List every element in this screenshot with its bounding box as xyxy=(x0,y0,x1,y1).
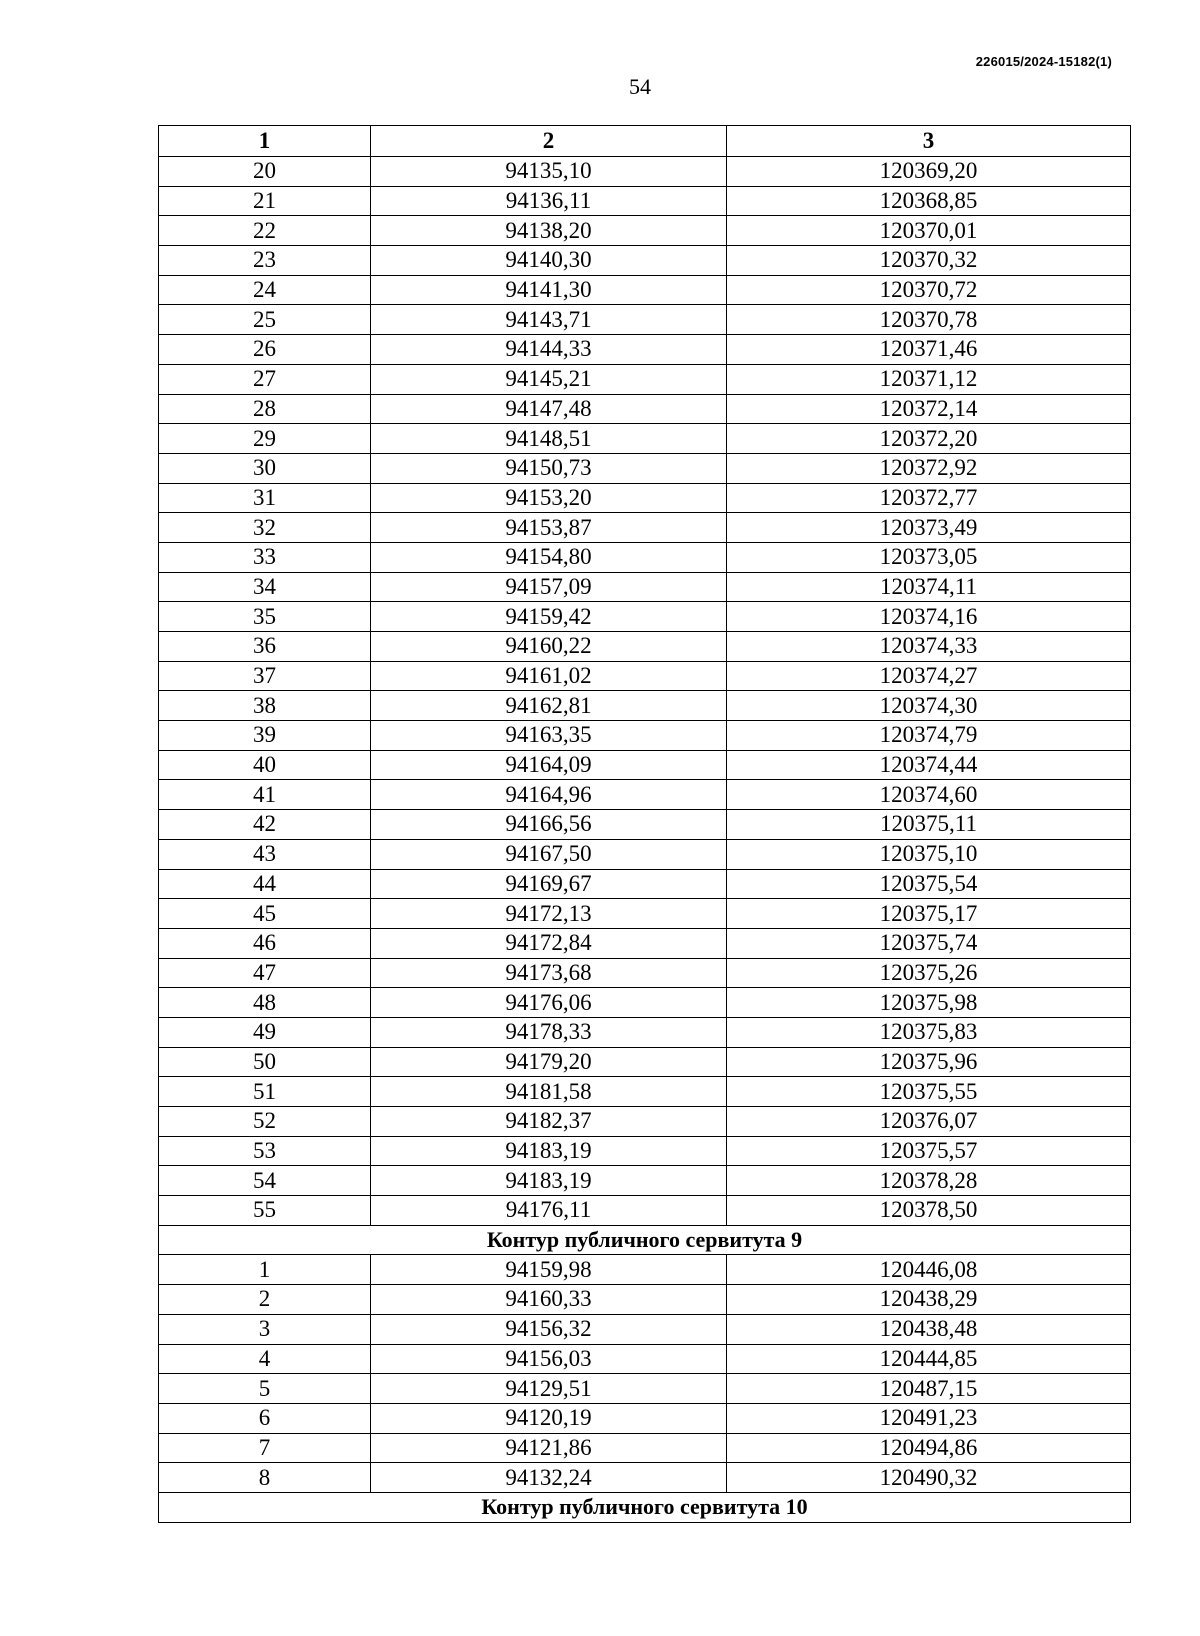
x-coordinate-cell: 94169,67 xyxy=(371,869,727,899)
y-coordinate-cell: 120372,77 xyxy=(727,483,1131,513)
point-number-cell: 55 xyxy=(159,1196,371,1226)
x-coordinate-cell: 94150,73 xyxy=(371,453,727,483)
point-number-cell: 47 xyxy=(159,958,371,988)
x-coordinate-cell: 94166,56 xyxy=(371,810,727,840)
y-coordinate-cell: 120370,72 xyxy=(727,275,1131,305)
x-coordinate-cell: 94182,37 xyxy=(371,1107,727,1137)
x-coordinate-cell: 94141,30 xyxy=(371,275,727,305)
point-number-cell: 41 xyxy=(159,780,371,810)
x-coordinate-cell: 94173,68 xyxy=(371,958,727,988)
y-coordinate-cell: 120374,27 xyxy=(727,661,1131,691)
point-number-cell: 1 xyxy=(159,1255,371,1285)
point-number-cell: 5 xyxy=(159,1374,371,1404)
y-coordinate-cell: 120494,86 xyxy=(727,1433,1131,1463)
x-coordinate-cell: 94159,42 xyxy=(371,602,727,632)
point-number-cell: 37 xyxy=(159,661,371,691)
y-coordinate-cell: 120371,46 xyxy=(727,335,1131,365)
table-row xyxy=(159,661,1131,691)
y-coordinate-cell: 120375,17 xyxy=(727,899,1131,929)
point-number-cell: 24 xyxy=(159,275,371,305)
point-number-cell: 21 xyxy=(159,186,371,216)
y-coordinate-cell: 120375,96 xyxy=(727,1047,1131,1077)
y-coordinate-cell: 120487,15 xyxy=(727,1374,1131,1404)
y-coordinate-cell: 120375,98 xyxy=(727,988,1131,1018)
x-coordinate-cell: 94136,11 xyxy=(371,186,727,216)
table-row xyxy=(159,513,1131,543)
x-coordinate-cell: 94178,33 xyxy=(371,1017,727,1047)
x-coordinate-cell: 94181,58 xyxy=(371,1077,727,1107)
x-coordinate-cell: 94164,96 xyxy=(371,780,727,810)
point-number-cell: 29 xyxy=(159,424,371,454)
point-number-cell: 54 xyxy=(159,1166,371,1196)
table-row xyxy=(159,899,1131,929)
x-coordinate-cell: 94145,21 xyxy=(371,364,727,394)
x-coordinate-cell: 94176,06 xyxy=(371,988,727,1018)
point-number-cell: 20 xyxy=(159,157,371,187)
section-title: Контур публичного сервитута 9 xyxy=(159,1225,1131,1255)
point-number-cell: 35 xyxy=(159,602,371,632)
x-coordinate-cell: 94183,19 xyxy=(371,1166,727,1196)
x-coordinate-cell: 94167,50 xyxy=(371,839,727,869)
point-number-cell: 40 xyxy=(159,750,371,780)
y-coordinate-cell: 120374,60 xyxy=(727,780,1131,810)
table-row xyxy=(159,602,1131,632)
table-row xyxy=(159,780,1131,810)
section-title-row xyxy=(159,1225,1131,1255)
y-coordinate-cell: 120438,29 xyxy=(727,1285,1131,1315)
point-number-cell: 7 xyxy=(159,1433,371,1463)
x-coordinate-cell: 94159,98 xyxy=(371,1255,727,1285)
table-row xyxy=(159,305,1131,335)
x-coordinate-cell: 94183,19 xyxy=(371,1136,727,1166)
y-coordinate-cell: 120375,83 xyxy=(727,1017,1131,1047)
y-coordinate-cell: 120375,26 xyxy=(727,958,1131,988)
x-coordinate-cell: 94153,87 xyxy=(371,513,727,543)
x-coordinate-cell: 94162,81 xyxy=(371,691,727,721)
x-coordinate-cell: 94172,84 xyxy=(371,928,727,958)
y-coordinate-cell: 120446,08 xyxy=(727,1255,1131,1285)
table-row xyxy=(159,1344,1131,1374)
y-coordinate-cell: 120375,10 xyxy=(727,839,1131,869)
y-coordinate-cell: 120376,07 xyxy=(727,1107,1131,1137)
y-coordinate-cell: 120373,49 xyxy=(727,513,1131,543)
y-coordinate-cell: 120374,16 xyxy=(727,602,1131,632)
point-number-cell: 46 xyxy=(159,928,371,958)
header-col-2: 2 xyxy=(371,126,727,157)
y-coordinate-cell: 120371,12 xyxy=(727,364,1131,394)
y-coordinate-cell: 120372,14 xyxy=(727,394,1131,424)
y-coordinate-cell: 120370,01 xyxy=(727,216,1131,246)
table-row xyxy=(159,721,1131,751)
point-number-cell: 8 xyxy=(159,1463,371,1493)
point-number-cell: 44 xyxy=(159,869,371,899)
y-coordinate-cell: 120491,23 xyxy=(727,1403,1131,1433)
point-number-cell: 26 xyxy=(159,335,371,365)
x-coordinate-cell: 94156,03 xyxy=(371,1344,727,1374)
y-coordinate-cell: 120438,48 xyxy=(727,1314,1131,1344)
y-coordinate-cell: 120370,32 xyxy=(727,246,1131,276)
y-coordinate-cell: 120378,50 xyxy=(727,1196,1131,1226)
x-coordinate-cell: 94140,30 xyxy=(371,246,727,276)
point-number-cell: 51 xyxy=(159,1077,371,1107)
table-row xyxy=(159,1047,1131,1077)
table-row xyxy=(159,958,1131,988)
table-row xyxy=(159,483,1131,513)
x-coordinate-cell: 94157,09 xyxy=(371,572,727,602)
y-coordinate-cell: 120374,11 xyxy=(727,572,1131,602)
table-row xyxy=(159,1136,1131,1166)
point-number-cell: 4 xyxy=(159,1344,371,1374)
point-number-cell: 45 xyxy=(159,899,371,929)
table-row xyxy=(159,1107,1131,1137)
table-row xyxy=(159,632,1131,662)
point-number-cell: 48 xyxy=(159,988,371,1018)
point-number-cell: 34 xyxy=(159,572,371,602)
x-coordinate-cell: 94153,20 xyxy=(371,483,727,513)
y-coordinate-cell: 120374,30 xyxy=(727,691,1131,721)
x-coordinate-cell: 94160,22 xyxy=(371,632,727,662)
table-row xyxy=(159,424,1131,454)
y-coordinate-cell: 120444,85 xyxy=(727,1344,1131,1374)
point-number-cell: 42 xyxy=(159,810,371,840)
table-row xyxy=(159,1017,1131,1047)
x-coordinate-cell: 94176,11 xyxy=(371,1196,727,1226)
x-coordinate-cell: 94160,33 xyxy=(371,1285,727,1315)
table-row xyxy=(159,1433,1131,1463)
x-coordinate-cell: 94179,20 xyxy=(371,1047,727,1077)
table-row xyxy=(159,928,1131,958)
y-coordinate-cell: 120375,74 xyxy=(727,928,1131,958)
y-coordinate-cell: 120490,32 xyxy=(727,1463,1131,1493)
point-number-cell: 52 xyxy=(159,1107,371,1137)
point-number-cell: 25 xyxy=(159,305,371,335)
table-row xyxy=(159,869,1131,899)
table-row xyxy=(159,1166,1131,1196)
table-row xyxy=(159,1403,1131,1433)
table-row xyxy=(159,1077,1131,1107)
point-number-cell: 3 xyxy=(159,1314,371,1344)
x-coordinate-cell: 94147,48 xyxy=(371,394,727,424)
table-row xyxy=(159,186,1131,216)
x-coordinate-cell: 94144,33 xyxy=(371,335,727,365)
table-body xyxy=(159,157,1131,1523)
x-coordinate-cell: 94121,86 xyxy=(371,1433,727,1463)
point-number-cell: 53 xyxy=(159,1136,371,1166)
section-title-row xyxy=(159,1492,1131,1522)
point-number-cell: 6 xyxy=(159,1403,371,1433)
x-coordinate-cell: 94143,71 xyxy=(371,305,727,335)
table-row xyxy=(159,216,1131,246)
header-col-3: 3 xyxy=(727,126,1131,157)
x-coordinate-cell: 94164,09 xyxy=(371,750,727,780)
table-row xyxy=(159,394,1131,424)
y-coordinate-cell: 120375,11 xyxy=(727,810,1131,840)
x-coordinate-cell: 94132,24 xyxy=(371,1463,727,1493)
point-number-cell: 39 xyxy=(159,721,371,751)
x-coordinate-cell: 94154,80 xyxy=(371,542,727,572)
point-number-cell: 22 xyxy=(159,216,371,246)
x-coordinate-cell: 94156,32 xyxy=(371,1314,727,1344)
x-coordinate-cell: 94161,02 xyxy=(371,661,727,691)
y-coordinate-cell: 120372,92 xyxy=(727,453,1131,483)
table-row xyxy=(159,1463,1131,1493)
table-row xyxy=(159,542,1131,572)
y-coordinate-cell: 120370,78 xyxy=(727,305,1131,335)
table-row xyxy=(159,839,1131,869)
header-col-1: 1 xyxy=(159,126,371,157)
y-coordinate-cell: 120373,05 xyxy=(727,542,1131,572)
table-row xyxy=(159,275,1131,305)
table-row xyxy=(159,1285,1131,1315)
point-number-cell: 50 xyxy=(159,1047,371,1077)
x-coordinate-cell: 94135,10 xyxy=(371,157,727,187)
x-coordinate-cell: 94163,35 xyxy=(371,721,727,751)
x-coordinate-cell: 94138,20 xyxy=(371,216,727,246)
table-row xyxy=(159,246,1131,276)
point-number-cell: 43 xyxy=(159,839,371,869)
table-row xyxy=(159,750,1131,780)
y-coordinate-cell: 120375,57 xyxy=(727,1136,1131,1166)
table-row xyxy=(159,157,1131,187)
point-number-cell: 2 xyxy=(159,1285,371,1315)
table-row xyxy=(159,1374,1131,1404)
y-coordinate-cell: 120369,20 xyxy=(727,157,1131,187)
point-number-cell: 28 xyxy=(159,394,371,424)
point-number-cell: 32 xyxy=(159,513,371,543)
y-coordinate-cell: 120368,85 xyxy=(727,186,1131,216)
y-coordinate-cell: 120374,33 xyxy=(727,632,1131,662)
table-row xyxy=(159,988,1131,1018)
y-coordinate-cell: 120372,20 xyxy=(727,424,1131,454)
table-row xyxy=(159,364,1131,394)
point-number-cell: 49 xyxy=(159,1017,371,1047)
table-row xyxy=(159,1255,1131,1285)
y-coordinate-cell: 120375,54 xyxy=(727,869,1131,899)
table-row xyxy=(159,1196,1131,1226)
point-number-cell: 33 xyxy=(159,542,371,572)
header-row xyxy=(159,126,1131,157)
y-coordinate-cell: 120378,28 xyxy=(727,1166,1131,1196)
table-row xyxy=(159,810,1131,840)
x-coordinate-cell: 94129,51 xyxy=(371,1374,727,1404)
page-number: 54 xyxy=(629,74,651,99)
point-number-cell: 38 xyxy=(159,691,371,721)
point-number-cell: 30 xyxy=(159,453,371,483)
point-number-cell: 23 xyxy=(159,246,371,276)
table-row xyxy=(159,1314,1131,1344)
coordinates-table xyxy=(158,125,1131,1523)
point-number-cell: 27 xyxy=(159,364,371,394)
section-title: Контур публичного сервитута 10 xyxy=(159,1492,1131,1522)
table-row xyxy=(159,453,1131,483)
point-number-cell: 36 xyxy=(159,632,371,662)
x-coordinate-cell: 94148,51 xyxy=(371,424,727,454)
table-header xyxy=(159,126,1131,157)
table-row xyxy=(159,572,1131,602)
x-coordinate-cell: 94120,19 xyxy=(371,1403,727,1433)
document-number: 226015/2024-15182(1) xyxy=(975,54,1112,69)
y-coordinate-cell: 120375,55 xyxy=(727,1077,1131,1107)
x-coordinate-cell: 94172,13 xyxy=(371,899,727,929)
table-row xyxy=(159,335,1131,365)
y-coordinate-cell: 120374,79 xyxy=(727,721,1131,751)
point-number-cell: 31 xyxy=(159,483,371,513)
y-coordinate-cell: 120374,44 xyxy=(727,750,1131,780)
table-row xyxy=(159,691,1131,721)
